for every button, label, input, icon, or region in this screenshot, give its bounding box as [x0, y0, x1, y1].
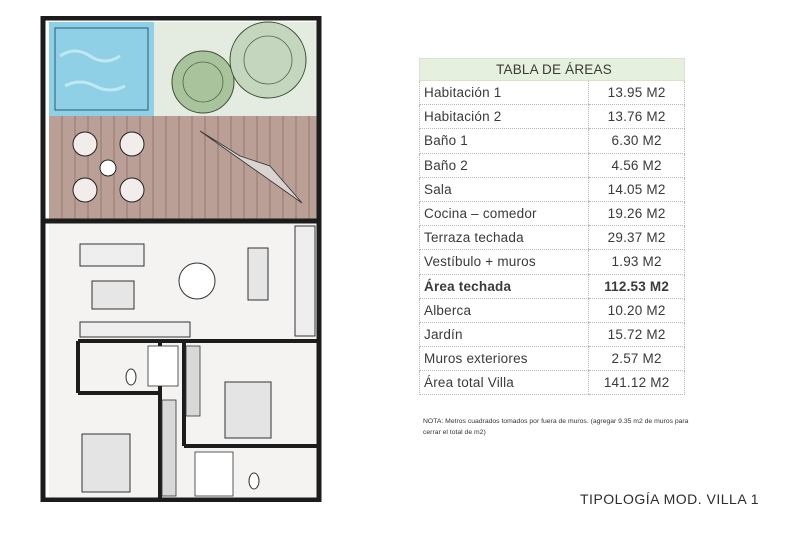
row-name: Habitación 1 [420, 81, 589, 105]
table-row [420, 81, 685, 105]
row-name: Cocina – comedor [420, 201, 589, 225]
row-value: 13.95 M2 [589, 81, 685, 105]
table-row [420, 347, 685, 371]
area-table [419, 58, 685, 395]
note-text: NOTA: Metros cuadrados tomados por fuera de muros. (agregar 9.35 m2 de muros para cerrar el total de m2) [423, 418, 689, 436]
sofa [80, 244, 144, 266]
row-name: Área total Villa [420, 371, 589, 395]
table-row [420, 153, 685, 177]
coffee-table [92, 281, 134, 309]
row-name: Jardín [420, 322, 589, 346]
row-value: 10.20 M2 [589, 298, 685, 322]
row-value: 13.76 M2 [589, 105, 685, 129]
row-value: 14.05 M2 [589, 177, 685, 201]
table-row [420, 105, 685, 129]
kitchen-island [248, 248, 268, 300]
row-value: 15.72 M2 [589, 322, 685, 346]
table-row [420, 298, 685, 322]
row-value: 2.57 M2 [589, 347, 685, 371]
counter [80, 322, 190, 337]
table-row [420, 201, 685, 225]
pool [49, 22, 154, 116]
tree [230, 22, 306, 98]
row-name: Baño 1 [420, 129, 589, 153]
table-row [420, 371, 685, 395]
floor-plan [40, 16, 322, 502]
table-row-total-covered [420, 274, 685, 298]
row-value: 1.93 M2 [589, 250, 685, 274]
row-value: 6.30 M2 [589, 129, 685, 153]
row-value: 112.53 M2 [589, 274, 685, 298]
row-name: Habitación 2 [420, 105, 589, 129]
table-row [420, 226, 685, 250]
row-name: Vestíbulo + muros [420, 250, 589, 274]
table-row [420, 250, 685, 274]
dining-table [179, 263, 215, 299]
row-value: 141.12 M2 [589, 371, 685, 395]
bed-1 [225, 382, 271, 438]
row-name: Área techada [420, 274, 589, 298]
table-row [420, 322, 685, 346]
table-row [420, 129, 685, 153]
row-value: 29.37 M2 [589, 226, 685, 250]
row-name: Terraza techada [420, 226, 589, 250]
bed-2 [82, 434, 130, 492]
caption-title: TIPOLOGÍA MOD. VILLA 1 [580, 491, 760, 507]
table-header: TABLA DE ÁREAS [420, 59, 685, 81]
tree [172, 51, 234, 113]
row-name: Alberca [420, 298, 589, 322]
row-value: 19.26 M2 [589, 201, 685, 225]
row-value: 4.56 M2 [589, 153, 685, 177]
row-name: Muros exteriores [420, 347, 589, 371]
row-name: Sala [420, 177, 589, 201]
row-name: Baño 2 [420, 153, 589, 177]
table-row [420, 177, 685, 201]
deck [49, 116, 319, 220]
